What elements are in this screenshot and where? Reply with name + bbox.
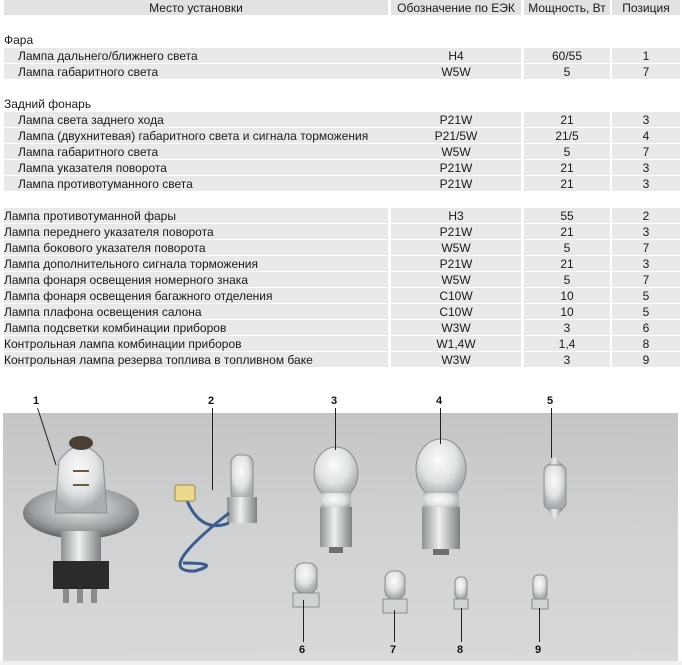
row-power: 10 [524,288,610,303]
row-location: Лампа света заднего хода [4,112,402,127]
row-location: Лампа дальнего/ближнего света [4,48,402,63]
row-power: 5 [524,64,610,79]
header-position: Позиция [612,0,680,15]
table-row [0,112,682,128]
row-position: 3 [612,224,680,239]
row-power: 5 [524,240,610,255]
bulbs-illustration [3,413,678,663]
callout-8: 8 [457,644,464,656]
bulb-photo [3,413,678,663]
row-designation: P21W [391,224,521,239]
row-position: 3 [612,176,680,191]
table-row [0,240,682,256]
row-designation: H3 [391,208,521,223]
row-designation: P21W [391,256,521,271]
row-position: 6 [612,320,680,335]
callout-2: 2 [208,395,215,407]
leader-line [461,608,462,642]
row-position: 5 [612,288,680,303]
header-location: Место установки [4,0,388,15]
row-power: 5 [524,272,610,287]
row-designation: W1,4W [391,336,521,351]
table-row [0,288,682,304]
row-power: 21 [524,256,610,271]
row-position: 3 [612,160,680,175]
row-designation: W5W [391,272,521,287]
row-location: Лампа бокового указателя поворота [4,240,388,255]
row-position: 9 [612,352,680,367]
section-headlamp [0,32,682,48]
section-rear-light [0,96,682,112]
row-designation: C10W [391,288,521,303]
leader-line [303,600,304,642]
bulb-c10w [544,457,566,519]
row-location: Лампа указателя поворота [4,160,402,175]
row-location: Лампа противотуманной фары [4,208,388,223]
leader-line [539,608,540,642]
row-designation: W5W [391,144,521,159]
header-power: Мощность, Вт [524,0,610,15]
row-power: 21 [524,112,610,127]
row-location: Лампа габаритного света [4,64,402,79]
row-position: 3 [612,256,680,271]
row-position: 4 [612,128,680,143]
leader-line [394,610,395,642]
callout-6: 6 [299,644,306,656]
row-location: Лампа плафона освещения салона [4,304,388,319]
row-position: 8 [612,336,680,351]
row-position: 1 [612,48,680,63]
row-location: Лампа фонаря освещения номерного знака [4,272,388,287]
table-row [0,320,682,336]
callout-1: 1 [33,395,40,407]
bulb-w5w-small [383,571,407,613]
callout-7: 7 [390,644,397,656]
bulb-h4 [23,436,139,603]
table-row [0,64,682,80]
table-row [0,208,682,224]
row-location: Лампа дополнительного сигнала торможения [4,256,388,271]
row-power: 55 [524,208,610,223]
row-position: 7 [612,144,680,159]
row-location: Лампа (двухнитевая) габаритного света и сигнала торможения [4,128,402,143]
row-position: 7 [612,272,680,287]
bulb-w1-4w [454,577,468,609]
row-designation: P21W [391,112,521,127]
row-location: Лампа габаритного света [4,144,402,159]
leader-line [335,408,336,450]
table-row [0,128,682,144]
row-location: Лампа подсветки комбинации приборов [4,320,388,335]
row-designation: P21W [391,160,521,175]
row-designation: W5W [391,240,521,255]
row-designation: W3W [391,320,521,335]
table-row [0,256,682,272]
table-row [0,160,682,176]
section-title: Задний фонарь [4,97,92,111]
row-designation: C10W [391,304,521,319]
row-designation: P21/5W [391,128,521,143]
callout-4: 4 [436,395,443,407]
callout-9: 9 [535,644,542,656]
row-position: 5 [612,304,680,319]
row-designation: W3W [391,352,521,367]
table-row [0,272,682,288]
table-row [0,144,682,160]
row-location: Лампа фонаря освещения багажного отделения [4,288,388,303]
row-designation: P21W [391,176,521,191]
rear-rows [0,112,682,192]
row-power: 21 [524,176,610,191]
table-row [0,352,682,368]
row-location: Лампа переднего указателя поворота [4,224,388,239]
table-row [0,336,682,352]
bulb-p21w [314,447,358,553]
row-power: 3 [524,320,610,335]
row-location: Лампа противотуманного света [4,176,402,191]
headlamp-rows [0,48,682,80]
table-row [0,224,682,240]
row-position: 7 [612,64,680,79]
row-designation: H4 [391,48,521,63]
section-title: Фара [4,33,34,47]
table-row [0,176,682,192]
table-row [0,48,682,64]
header-designation: Обозначение по ЕЭК [391,0,521,15]
other-rows [0,208,682,368]
row-position: 7 [612,240,680,255]
row-power: 5 [524,144,610,159]
row-power: 60/55 [524,48,610,63]
bulb-w5w [293,563,319,607]
row-location: Контрольная лампа комбинации приборов [4,336,388,351]
table-row [0,304,682,320]
table-header [0,0,682,16]
row-power: 10 [524,304,610,319]
bulb-p21-5w [416,439,466,555]
leader-line [212,408,213,490]
row-power: 1,4 [524,336,610,351]
callout-3: 3 [331,395,338,407]
row-position: 2 [612,208,680,223]
callout-5: 5 [547,395,554,407]
row-power: 21 [524,160,610,175]
bottom-scroll-strip [0,661,682,665]
bulb-w3w [532,575,548,609]
row-position: 3 [612,112,680,127]
row-designation: W5W [391,64,521,79]
bulb-h3 [175,455,257,571]
row-power: 3 [524,352,610,367]
row-power: 21 [524,224,610,239]
leader-line [551,408,552,458]
row-power: 21/5 [524,128,610,143]
row-location: Контрольная лампа резерва топлива в топливном баке [4,352,388,367]
leader-line [440,408,441,444]
